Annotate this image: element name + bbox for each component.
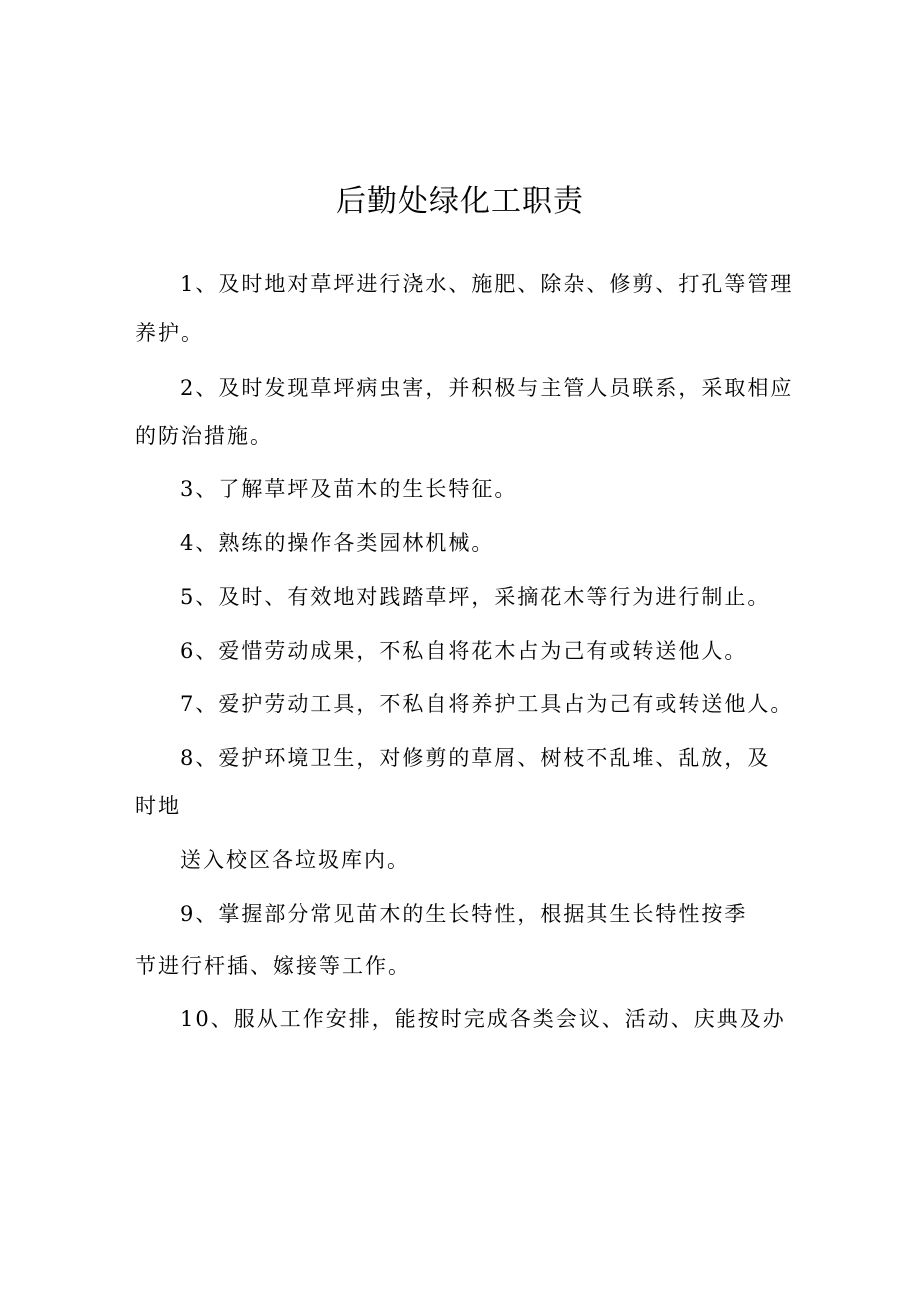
duty-item-3: 3、了解草坪及苗木的生长特征。 [180, 477, 518, 501]
duty-item-8: 8、爱护环境卫生，对修剪的草屑、树枝不乱堆、乱放，及 [180, 746, 771, 770]
duty-item-9-continuation: 节进行杆插、嫁接等工作。 [135, 954, 411, 978]
duty-item-4: 4、熟练的操作各类园林机械。 [180, 531, 495, 555]
duty-item-9: 9、掌握部分常见苗木的生长特性，根据其生长特性按季 [180, 902, 748, 926]
duty-item-8-continuation: 送入校区各垃圾库内。 [180, 848, 410, 872]
duty-item-8-continuation: 时地 [135, 794, 181, 818]
duty-item-1-continuation: 养护。 [135, 321, 204, 345]
duty-item-2: 2、及时发现草坪病虫害，并积极与主管人员联系，采取相应 [180, 376, 794, 400]
duty-item-6: 6、爱惜劳动成果，不私自将花木占为己有或转送他人。 [180, 639, 748, 663]
duty-item-2-continuation: 的防治措施。 [135, 424, 273, 448]
duty-item-1: 1、及时地对草坪进行浇水、施肥、除杂、修剪、打孔等管理 [180, 272, 794, 296]
document-title: 后勤处绿化工职责 [336, 184, 584, 219]
duty-item-10: 10、服从工作安排，能按时完成各类会议、活动、庆典及办 [180, 1007, 786, 1031]
duty-item-7: 7、爱护劳动工具，不私自将养护工具占为己有或转送他人。 [180, 692, 794, 716]
duty-item-5: 5、及时、有效地对践踏草坪，采摘花木等行为进行制止。 [180, 585, 771, 609]
